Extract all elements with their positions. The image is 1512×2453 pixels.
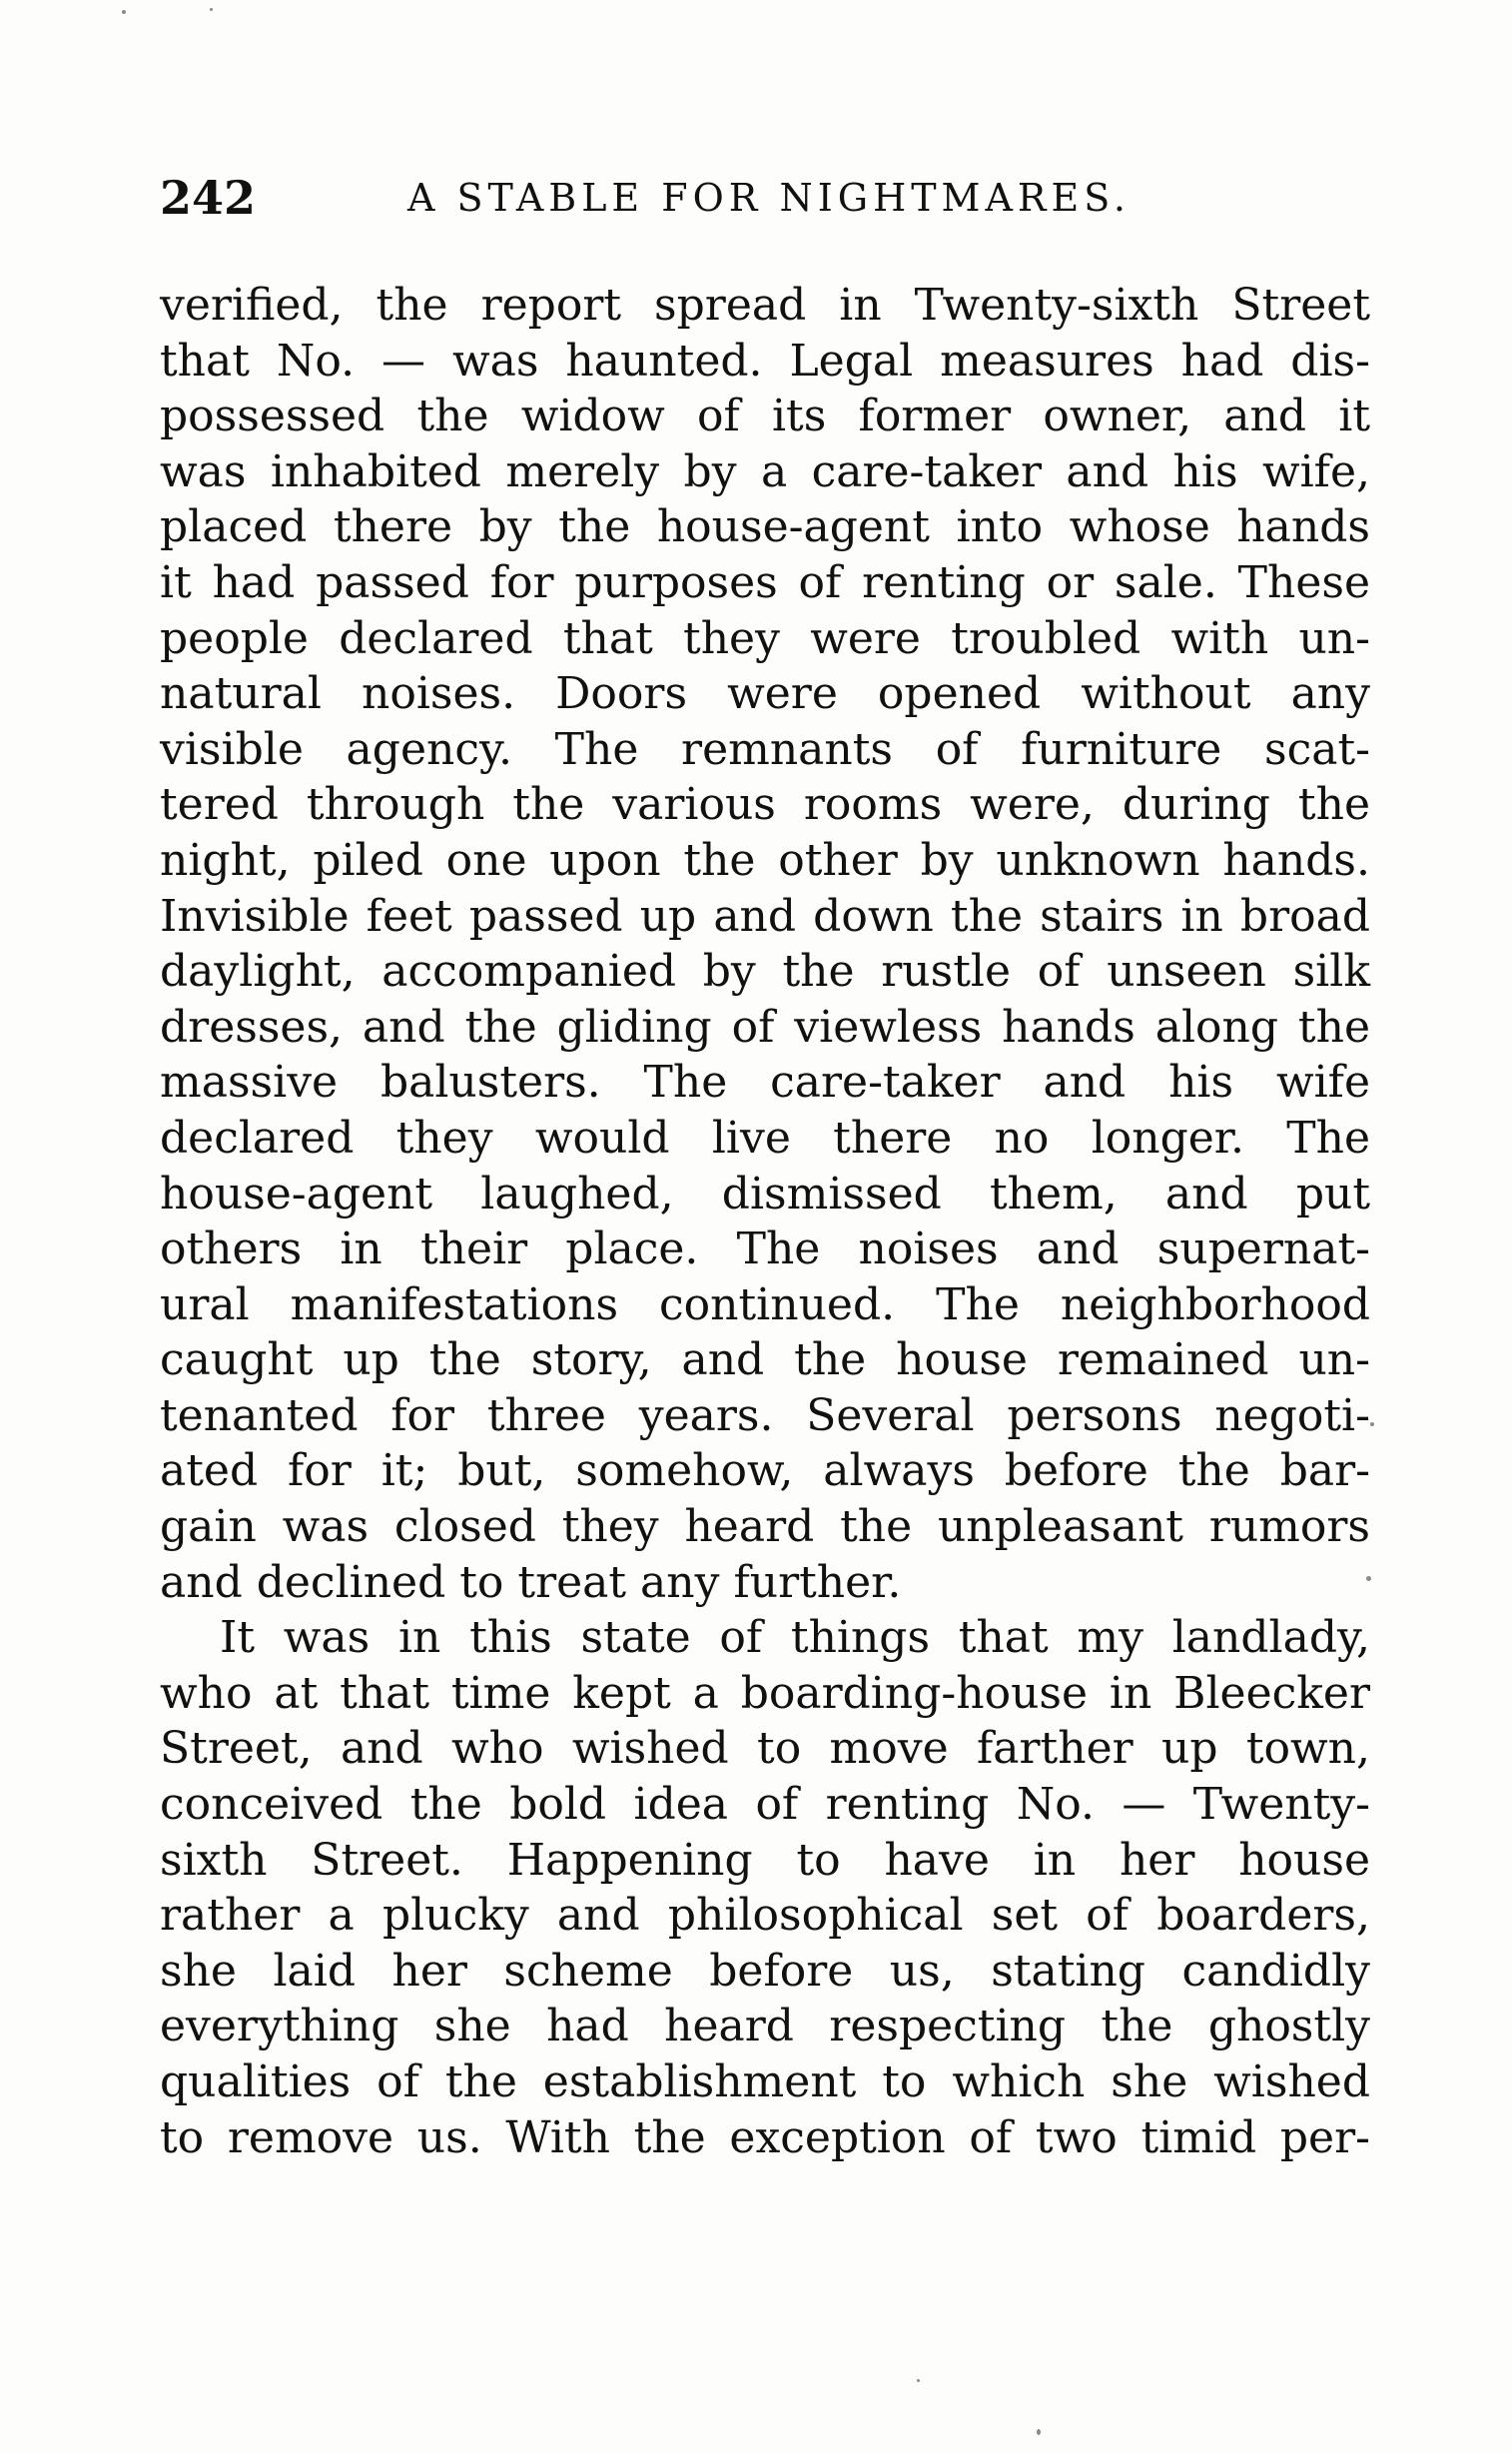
- text-line: conceived the bold idea of renting No. — Twenty-: [160, 1779, 1370, 1831]
- text-line: Street, and who wished to move farther up town,: [160, 1723, 1370, 1775]
- text-line: people declared that they were troubled with un-: [160, 612, 1370, 664]
- text-line: house-agent laughed, dismissed them, and put: [160, 1168, 1370, 1220]
- text-line: caught up the story, and the house remained un-: [160, 1334, 1370, 1386]
- text-line: dresses, and the gliding of viewless hands along the: [160, 1001, 1370, 1053]
- page-number: 242: [160, 171, 257, 225]
- text-line: possessed the widow of its former owner, and it: [160, 391, 1370, 442]
- text-line: massive balusters. The care-taker and his wife: [160, 1057, 1370, 1109]
- book-title: A STABLE FOR NIGHTMARES.: [407, 176, 1132, 220]
- print-speck: [210, 8, 213, 11]
- text-line: Invisible feet passed up and down the stairs in broad: [160, 890, 1370, 942]
- text-line: gain was closed they heard the unpleasant rumors: [160, 1501, 1370, 1553]
- text-line: she laid her scheme before us, stating candidly: [160, 1945, 1370, 1997]
- text-line: to remove us. With the exception of two timid per-: [160, 2111, 1370, 2163]
- text-line: was inhabited merely by a care-taker and his wife,: [160, 445, 1370, 497]
- text-line: rather a plucky and philosophical set of boarders,: [160, 1890, 1370, 1942]
- text-line: it had passed for purposes of renting or sale. These: [160, 556, 1370, 608]
- text-line: sixth Street. Happening to have in her house: [160, 1834, 1370, 1886]
- paragraph-start-line: It was in this state of things that my landlady,: [220, 1612, 1370, 1664]
- text-line: declared they would live there no longer. The: [160, 1112, 1370, 1164]
- text-line: others in their place. The noises and supernat-: [160, 1224, 1370, 1275]
- text-line: daylight, accompanied by the rustle of unseen silk: [160, 946, 1370, 998]
- text-line: verified, the report spread in Twenty-sixth Street: [160, 280, 1370, 331]
- text-line: tered through the various rooms were, during the: [160, 779, 1370, 831]
- text-line: natural noises. Doors were opened without any: [160, 668, 1370, 720]
- text-line: everything she had heard respecting the ghostly: [160, 2001, 1370, 2052]
- text-line: qualities of the establishment to which she wished: [160, 2056, 1370, 2107]
- running-head: [160, 168, 1358, 228]
- text-line: visible agency. The remnants of furniture scat-: [160, 723, 1370, 775]
- print-speck: [1370, 1422, 1374, 1426]
- print-speck: [122, 10, 126, 14]
- text-line: who at that time kept a boarding-house in Bleecker: [160, 1667, 1370, 1719]
- print-speck: [1037, 2429, 1041, 2435]
- body-text: [160, 278, 1370, 2165]
- print-speck: [917, 2379, 920, 2382]
- text-line: tenanted for three years. Several persons negoti-: [160, 1389, 1370, 1441]
- paragraph-end-line: and declined to treat any further.: [160, 1556, 902, 1608]
- text-line: placed there by the house-agent into whose hands: [160, 501, 1370, 553]
- text-line: ated for it; but, somehow, always before the bar-: [160, 1445, 1370, 1497]
- text-line: that No. — was haunted. Legal measures had dis-: [160, 335, 1370, 387]
- text-line: ural manifestations continued. The neighborhood: [160, 1278, 1370, 1330]
- text-line: night, piled one upon the other by unknown hands.: [160, 834, 1370, 886]
- print-speck: [1366, 1576, 1371, 1581]
